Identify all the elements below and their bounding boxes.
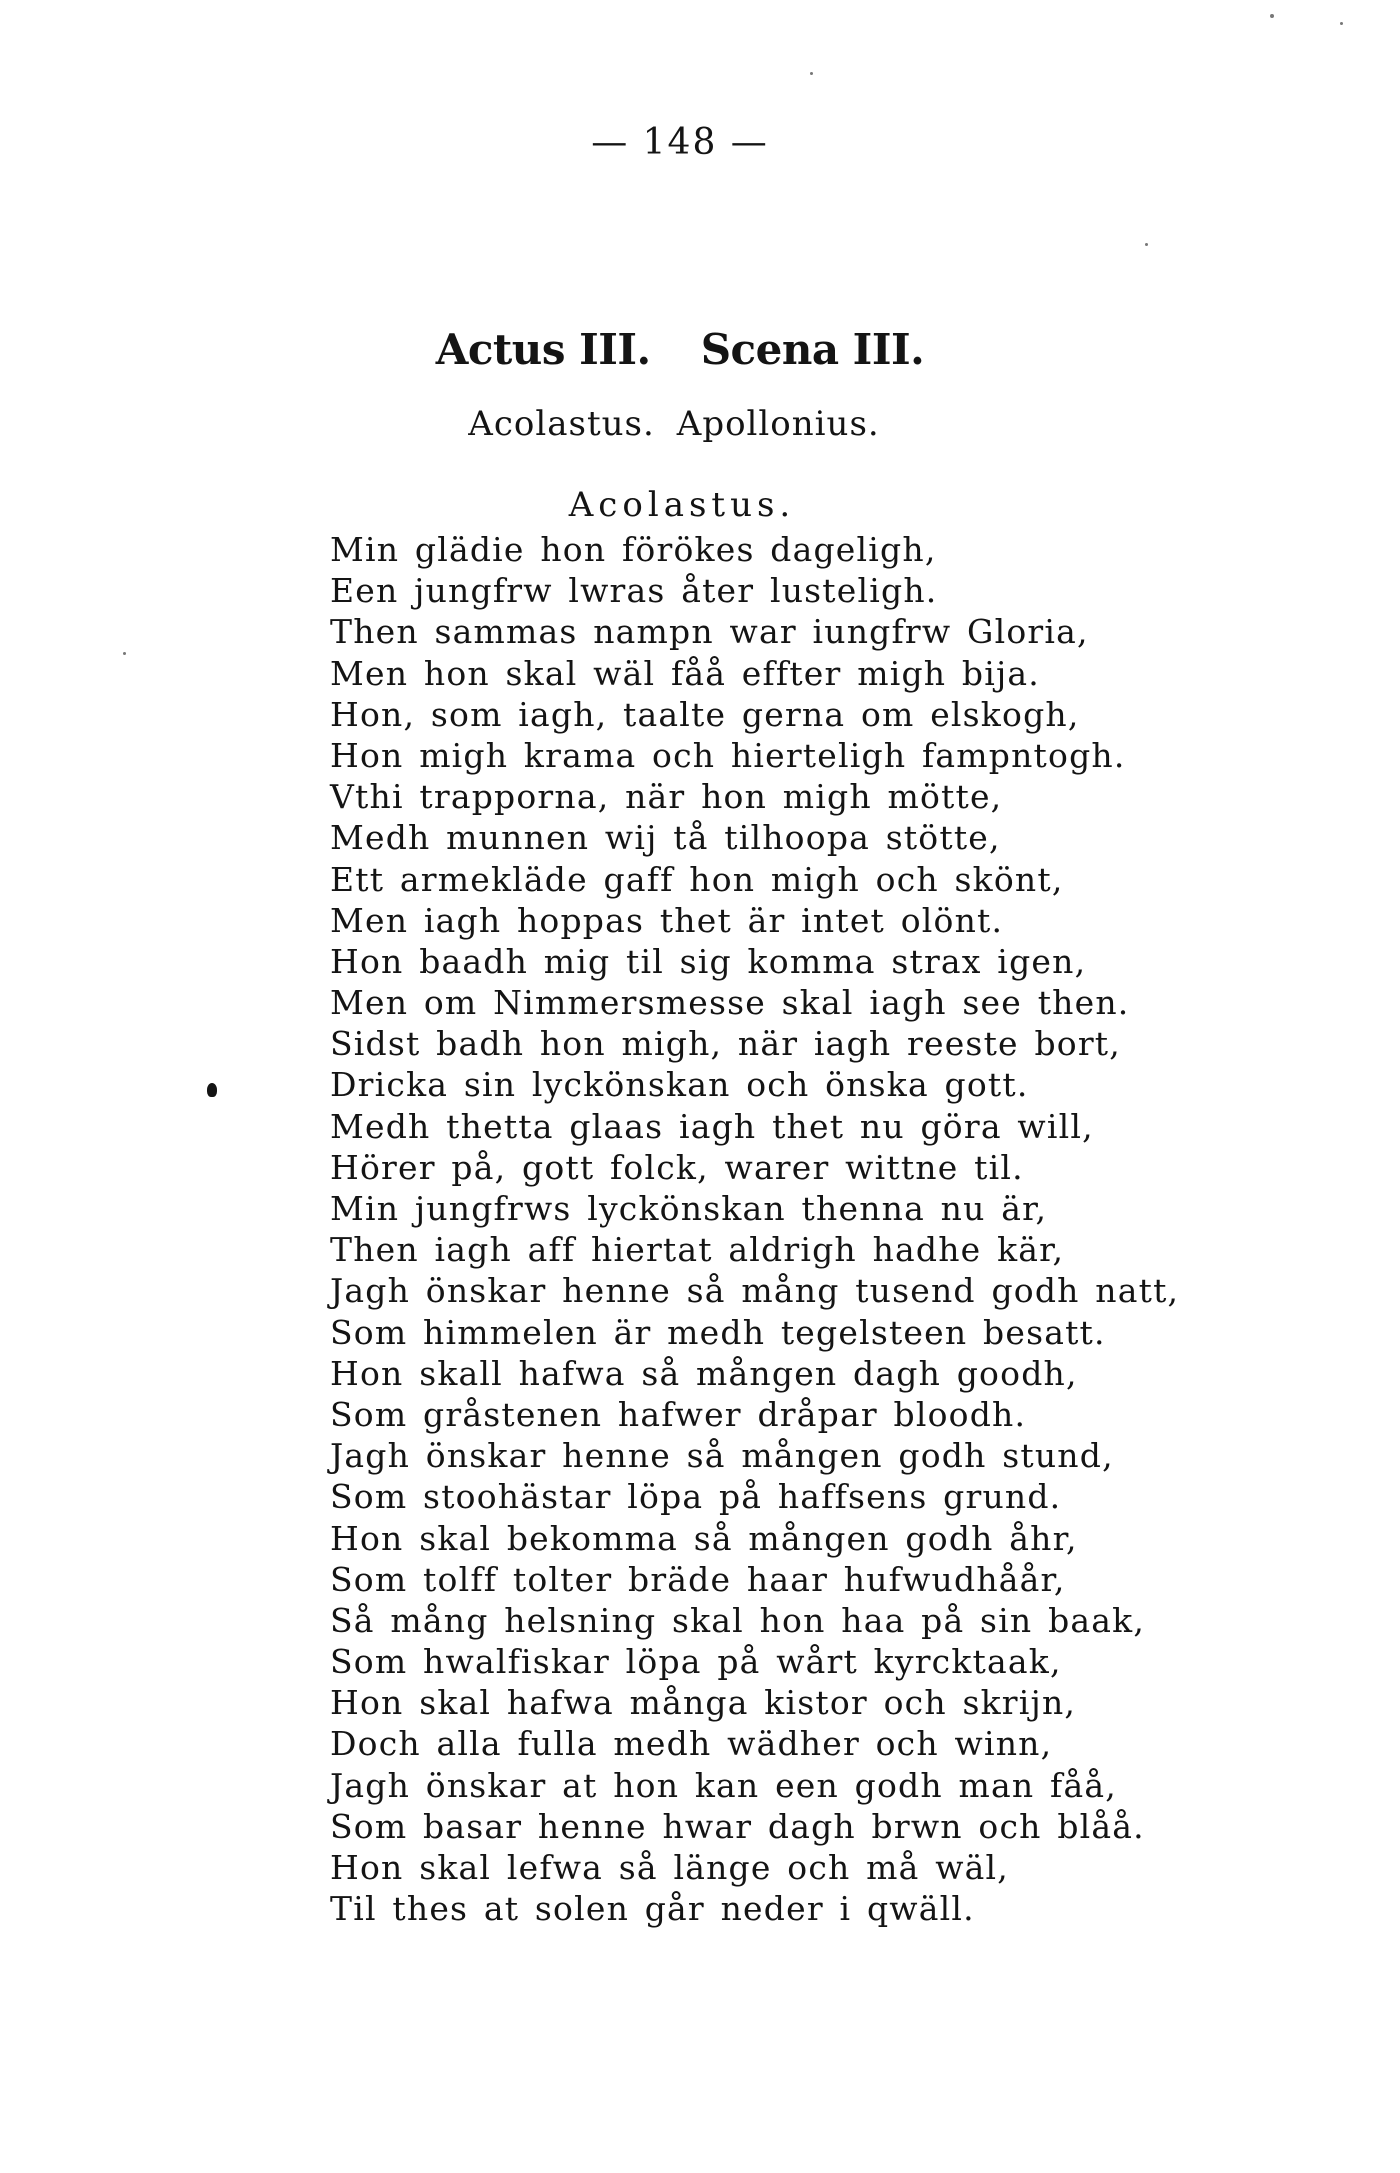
verse-block (330, 529, 1330, 1929)
verse-line: Jagh önskar henne så mången godh stund, (330, 1436, 1114, 1476)
verse-line: Som basar henne hwar dagh brwn och blåå. (330, 1806, 1145, 1846)
verse-line: Then sammas nampn war iungfrw Gloria, (330, 612, 1089, 652)
verse-line: Hon migh krama och hierteligh fampntogh. (330, 735, 1126, 775)
speaker-name: Acolastus. (568, 485, 796, 525)
act-label: Actus III. (435, 325, 651, 374)
verse-line: Min glädie hon förökes dageligh, (330, 530, 937, 569)
verse-line: Vthi trapporna, när hon migh mötte, (330, 777, 1003, 817)
speck (1145, 243, 1148, 246)
character-acolastus: Acolastus. (468, 404, 655, 444)
verse-line: Jagh önskar henne så mång tusend godh natt, (330, 1271, 1180, 1311)
verse-line: Hon skal lefwa så länge och må wäl, (330, 1848, 1009, 1887)
verse-line: Hon skal bekomma så mången godh åhr, (330, 1518, 1078, 1558)
verse-line: Then iagh aff hiertat aldrigh hadhe kär, (330, 1230, 1065, 1270)
verse-line: Som tolff tolter bräde haar hufwudhåår, (330, 1559, 1066, 1599)
verse-line: Så mång helsning skal hon haa på sin baak, (330, 1600, 1146, 1640)
verse-line: Hon, som iagh, taalte gerna om elskogh, (330, 694, 1080, 734)
verse-line: Som himmelen är medh tegelsteen besatt. (330, 1312, 1106, 1352)
verse-line: Men hon skal wäl fåå effter migh bija. (330, 653, 1040, 693)
margin-mark (207, 1083, 217, 1097)
verse-line: Medh munnen wij tå tilhoopa stötte, (330, 818, 1001, 858)
verse-line: Ett armekläde gaff hon migh och skönt, (330, 859, 1064, 899)
verse-line: Til thes at solen går neder i qwäll. (330, 1889, 975, 1929)
verse-line: Hörer på, gott folck, warer wittne til. (330, 1147, 1024, 1187)
verse-line: Min jungfrws lyckönskan thenna nu är, (330, 1189, 1048, 1228)
speck (1340, 22, 1343, 25)
scene-heading (0, 325, 1380, 374)
verse-line: Som gråstenen hafwer dråpar bloodh. (330, 1394, 1027, 1434)
character-apollonius: Apollonius. (676, 404, 880, 444)
speck (1270, 14, 1274, 18)
verse-line: Hon baadh mig til sig komma strax igen, (330, 941, 1087, 981)
verse-line: Een jungfrw lwras åter lusteligh. (330, 571, 938, 611)
verse-line: Sidst badh hon migh, när iagh reeste bort, (330, 1024, 1121, 1064)
verse-line: Men om Nimmersmesse skal iagh see then. (330, 983, 1130, 1023)
verse-line: Som hwalfiskar löpa på wårt kyrcktaak, (330, 1642, 1062, 1682)
verse-line: Doch alla fulla medh wädher och winn, (330, 1724, 1053, 1764)
speck (123, 652, 126, 655)
speck (810, 72, 813, 75)
verse-line: Men iagh hoppas thet är intet olönt. (330, 900, 1004, 940)
verse-line: Medh thetta glaas iagh thet nu göra will, (330, 1106, 1094, 1146)
verse-line: Dricka sin lyckönskan och önska gott. (330, 1065, 1029, 1105)
verse-line: Hon skall hafwa så mången dagh goodh, (330, 1353, 1078, 1393)
character-list (0, 404, 1374, 444)
page-number: — 148 — (591, 122, 769, 163)
verse-line: Jagh önskar at hon kan een godh man fåå, (330, 1765, 1117, 1805)
verse-line: Hon skal hafwa många kistor och skrijn, (330, 1683, 1077, 1723)
scene-label: Scena III. (700, 325, 925, 374)
verse-line: Som stoohästar löpa på haffsens grund. (330, 1477, 1062, 1517)
